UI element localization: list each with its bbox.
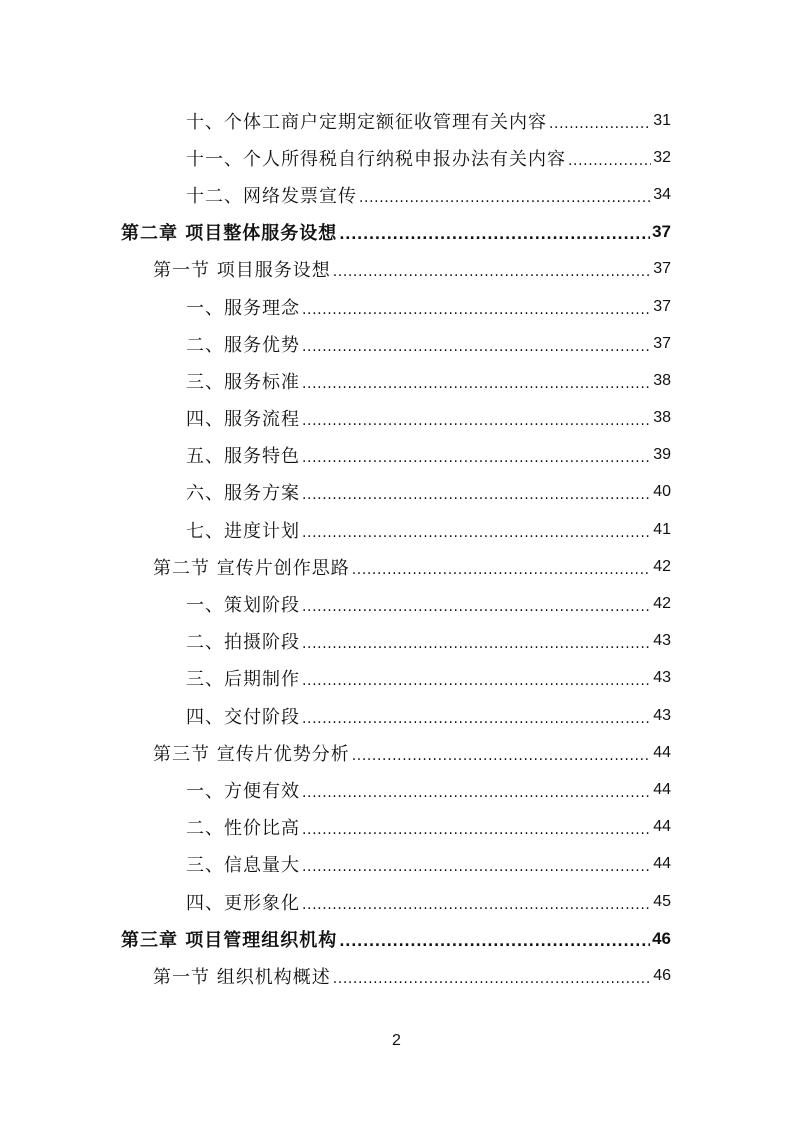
toc-entry-title: 一、服务理念 xyxy=(186,294,302,320)
toc-entry-page: 45 xyxy=(653,892,671,910)
toc-dot-leader xyxy=(339,933,650,951)
toc-entry-title: 六、服务方案 xyxy=(186,479,302,505)
toc-entry-page: 41 xyxy=(653,520,671,538)
toc-dot-leader xyxy=(568,152,651,170)
toc-chapter-page: 46 xyxy=(652,928,671,948)
toc-entry-page: 44 xyxy=(653,855,671,873)
toc-section-page: 44 xyxy=(653,743,671,761)
toc-entry[interactable] xyxy=(0,697,793,734)
toc-dot-leader xyxy=(333,970,651,988)
toc-entry-title: 三、后期制作 xyxy=(186,665,302,691)
toc-entry[interactable] xyxy=(0,511,793,548)
toc-section-title: 第一节 项目服务设想 xyxy=(153,256,333,282)
toc-entry-title: 十、个体工商户定期定额征收管理有关内容 xyxy=(186,108,549,134)
toc-section-entry[interactable] xyxy=(0,251,793,288)
toc-dot-leader xyxy=(352,561,651,579)
toc-entry[interactable] xyxy=(0,846,793,883)
table-of-contents xyxy=(0,102,793,995)
toc-entry-page: 42 xyxy=(653,595,671,613)
toc-dot-leader xyxy=(302,635,651,653)
toc-entry-page: 38 xyxy=(653,409,671,427)
toc-dot-leader xyxy=(302,710,651,728)
toc-entry[interactable] xyxy=(0,809,793,846)
toc-chapter-page: 37 xyxy=(652,222,671,242)
toc-entry-page: 44 xyxy=(653,818,671,836)
toc-dot-leader xyxy=(302,301,651,319)
toc-entry[interactable] xyxy=(0,474,793,511)
toc-dot-leader xyxy=(302,896,651,914)
toc-section-title: 第三节 宣传片优势分析 xyxy=(153,740,352,766)
toc-dot-leader xyxy=(302,524,651,542)
toc-entry[interactable] xyxy=(0,437,793,474)
toc-entry-title: 十二、网络发票宣传 xyxy=(186,182,359,208)
toc-dot-leader xyxy=(352,747,651,765)
toc-entry[interactable] xyxy=(0,400,793,437)
toc-dot-leader xyxy=(549,115,651,133)
toc-entry-title: 五、服务特色 xyxy=(186,442,302,468)
toc-dot-leader xyxy=(302,338,651,356)
toc-section-entry[interactable] xyxy=(0,957,793,994)
toc-entry-title: 七、进度计划 xyxy=(186,517,302,543)
toc-entry-page: 37 xyxy=(653,297,671,315)
toc-dot-leader xyxy=(302,672,651,690)
toc-dot-leader xyxy=(302,858,651,876)
toc-entry-page: 39 xyxy=(653,446,671,464)
toc-entry-page: 31 xyxy=(653,111,671,129)
toc-entry-title: 三、信息量大 xyxy=(186,851,302,877)
toc-entry-title: 四、更形象化 xyxy=(186,889,302,915)
toc-chapter-title: 第二章 项目整体服务设想 xyxy=(121,219,339,245)
page-number: 2 xyxy=(392,1032,401,1049)
toc-entry-page: 37 xyxy=(653,334,671,352)
toc-entry-page: 43 xyxy=(653,632,671,650)
toc-dot-leader xyxy=(302,598,651,616)
toc-section-page: 42 xyxy=(653,557,671,575)
toc-entry[interactable] xyxy=(0,139,793,176)
toc-entry-title: 一、方便有效 xyxy=(186,777,302,803)
toc-entry-title: 三、服务标准 xyxy=(186,368,302,394)
toc-dot-leader xyxy=(302,375,651,393)
toc-section-entry[interactable] xyxy=(0,548,793,585)
toc-dot-leader xyxy=(302,486,651,504)
toc-entry-page: 44 xyxy=(653,780,671,798)
toc-entry[interactable] xyxy=(0,623,793,660)
toc-entry[interactable] xyxy=(0,883,793,920)
toc-chapter-entry[interactable] xyxy=(0,920,793,957)
toc-dot-leader xyxy=(359,189,651,207)
toc-dot-leader xyxy=(302,821,651,839)
toc-entry[interactable] xyxy=(0,102,793,139)
toc-entry-title: 四、交付阶段 xyxy=(186,703,302,729)
toc-section-title: 第一节 组织机构概述 xyxy=(153,963,333,989)
toc-entry-title: 一、策划阶段 xyxy=(186,591,302,617)
toc-entry-page: 40 xyxy=(653,483,671,501)
toc-section-title: 第二节 宣传片创作思路 xyxy=(153,554,352,580)
toc-section-page: 37 xyxy=(653,260,671,278)
toc-dot-leader xyxy=(302,412,651,430)
toc-entry[interactable] xyxy=(0,771,793,808)
toc-entry[interactable] xyxy=(0,288,793,325)
toc-entry-page: 43 xyxy=(653,669,671,687)
toc-entry[interactable] xyxy=(0,362,793,399)
toc-dot-leader xyxy=(333,263,651,281)
toc-section-entry[interactable] xyxy=(0,734,793,771)
toc-entry[interactable] xyxy=(0,660,793,697)
toc-entry-title: 十一、个人所得税自行纳税申报办法有关内容 xyxy=(186,145,568,171)
toc-dot-leader xyxy=(302,449,651,467)
toc-entry[interactable] xyxy=(0,585,793,622)
toc-entry[interactable] xyxy=(0,176,793,213)
toc-entry-title: 二、服务优势 xyxy=(186,331,302,357)
toc-entry-page: 32 xyxy=(653,148,671,166)
toc-dot-leader xyxy=(339,226,650,244)
toc-dot-leader xyxy=(302,784,651,802)
toc-entry-page: 38 xyxy=(653,371,671,389)
toc-entry-title: 二、性价比高 xyxy=(186,814,302,840)
toc-entry-title: 二、拍摄阶段 xyxy=(186,628,302,654)
toc-entry-page: 43 xyxy=(653,706,671,724)
toc-entry-page: 34 xyxy=(653,185,671,203)
toc-chapter-entry[interactable] xyxy=(0,214,793,251)
toc-entry[interactable] xyxy=(0,325,793,362)
toc-entry-title: 四、服务流程 xyxy=(186,405,302,431)
toc-section-page: 46 xyxy=(653,966,671,984)
toc-chapter-title: 第三章 项目管理组织机构 xyxy=(121,926,339,952)
